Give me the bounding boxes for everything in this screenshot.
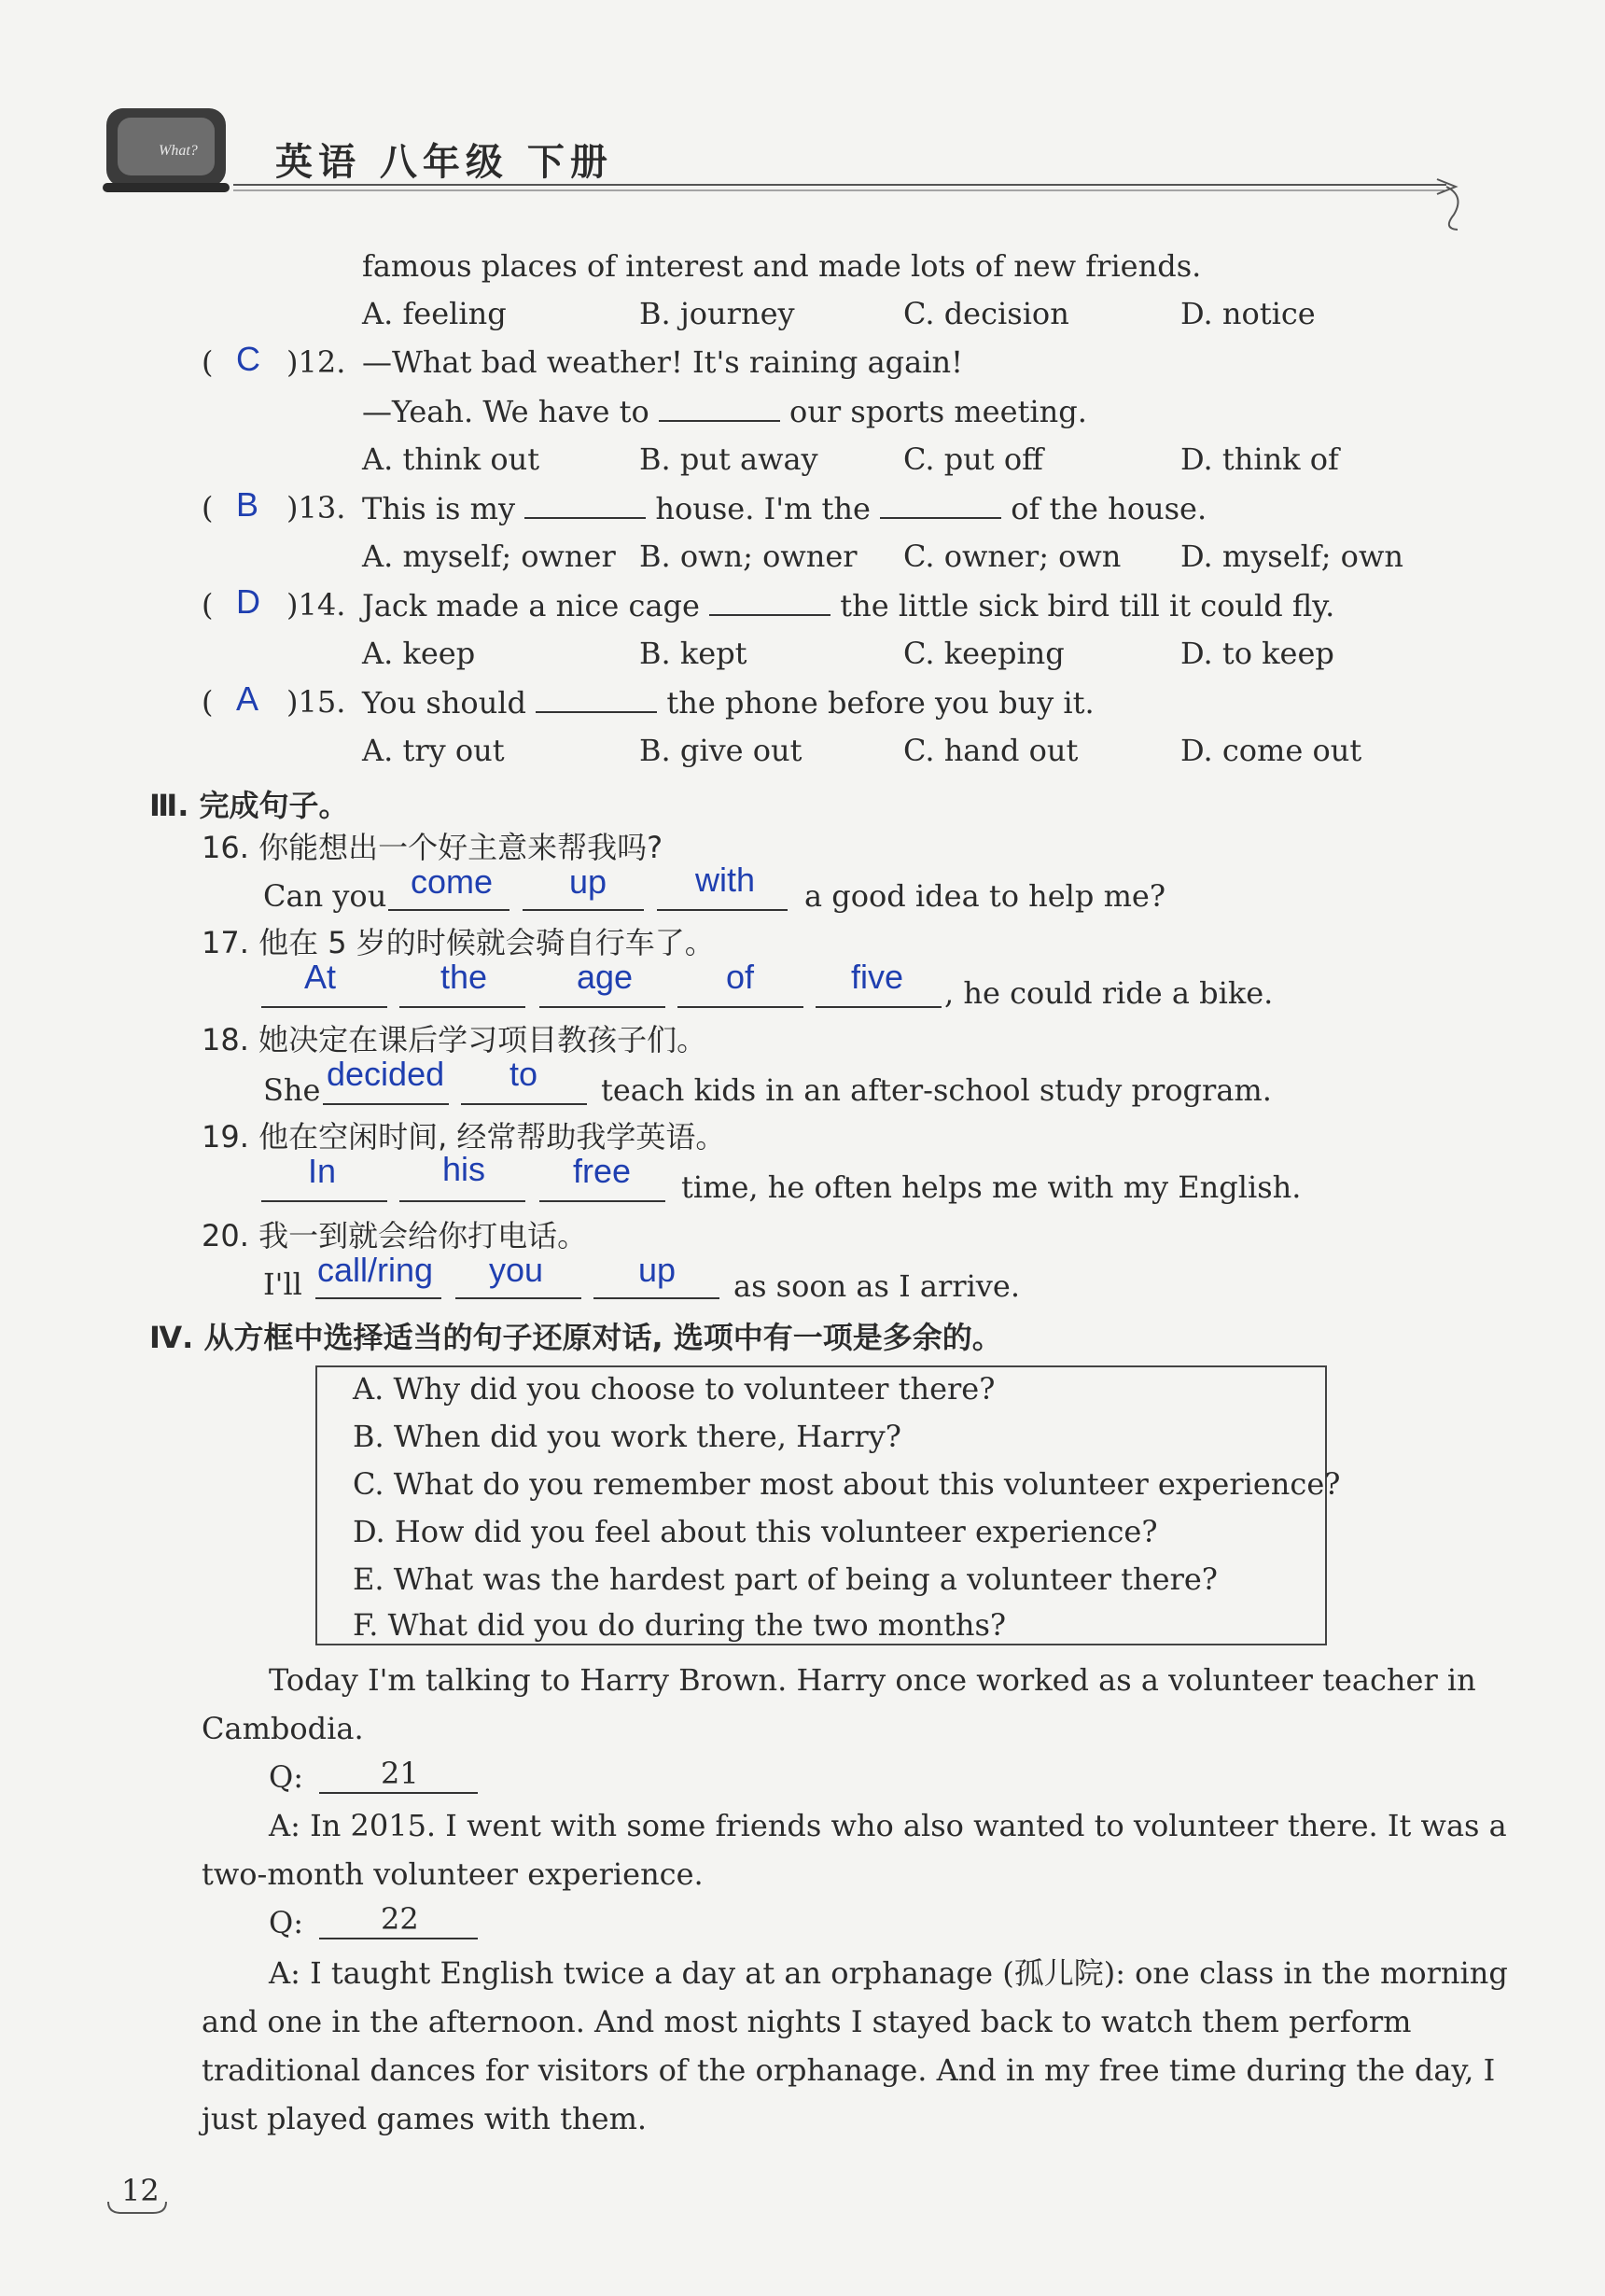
a21-line-2: two-month volunteer experience. bbox=[202, 1856, 704, 1892]
q13-paren-open: ( bbox=[202, 490, 214, 525]
q15-option-c: C. hand out bbox=[903, 733, 1079, 768]
q15-blank bbox=[536, 683, 657, 713]
q15-part1: You should bbox=[362, 685, 527, 721]
section4-title: Ⅳ. 从方框中选择适当的句子还原对话, 选项中有一项是多余的。 bbox=[149, 1320, 1002, 1355]
q13-part1: This is my bbox=[362, 491, 516, 526]
q18-answer-1: decided bbox=[327, 1055, 445, 1093]
q16-blank-2 bbox=[523, 909, 644, 911]
q13-part2: house. I'm the bbox=[655, 491, 871, 526]
q11-option-a: A. feeling bbox=[362, 296, 507, 331]
q18-answer-2: to bbox=[509, 1055, 538, 1093]
box-option-c: C. What do you remember most about this volunteer experience? bbox=[353, 1466, 1341, 1502]
q18-chinese: 18. 她决定在课后学习项目教孩子们。 bbox=[202, 1022, 707, 1057]
q20-blank-3 bbox=[593, 1297, 719, 1299]
q19-answer-2: his bbox=[442, 1150, 486, 1188]
q14-paren-open: ( bbox=[202, 587, 214, 623]
tv-logo-icon bbox=[103, 101, 233, 194]
q19-blank-2 bbox=[399, 1200, 525, 1202]
a22-line-4: just played games with them. bbox=[202, 2101, 648, 2136]
q17-blank-2 bbox=[399, 1006, 525, 1008]
q14-option-b: B. kept bbox=[639, 636, 747, 671]
q17-chinese: 17. 他在 5 岁的时候就会骑自行车了。 bbox=[202, 925, 715, 960]
logo-text: What? bbox=[159, 143, 198, 159]
q12-blank bbox=[659, 392, 780, 422]
q19-blank-3 bbox=[539, 1200, 665, 1202]
q15-option-d: D. come out bbox=[1180, 733, 1362, 768]
q12-line2-b: our sports meeting. bbox=[789, 394, 1087, 429]
q22-label: Q: bbox=[269, 1905, 304, 1940]
q20-blank-1 bbox=[315, 1297, 441, 1299]
box-option-a: A. Why did you choose to volunteer there? bbox=[353, 1371, 996, 1407]
q14-answer: D bbox=[236, 582, 260, 621]
q13-stem bbox=[362, 489, 1207, 527]
q12-paren-open: ( bbox=[202, 344, 214, 380]
q13-option-d: D. myself; own bbox=[1180, 539, 1403, 574]
q11-option-c: C. decision bbox=[903, 296, 1069, 331]
q18-blank-1 bbox=[323, 1103, 449, 1105]
q17-answer-5: five bbox=[851, 958, 904, 996]
q17-blank-5 bbox=[816, 1006, 942, 1008]
q17-answer-2: the bbox=[440, 958, 488, 996]
q12-option-a: A. think out bbox=[362, 441, 540, 477]
q17-answer-3: age bbox=[577, 958, 634, 996]
q15-answer: A bbox=[236, 679, 259, 718]
q18-prefix: She bbox=[263, 1072, 321, 1108]
header-rule bbox=[233, 177, 1493, 233]
q16-answer-3: with bbox=[695, 861, 756, 899]
q13-answer: B bbox=[236, 485, 259, 524]
box-option-e: E. What was the hardest part of being a volunteer there? bbox=[353, 1561, 1218, 1597]
q20-answer-2: you bbox=[489, 1251, 544, 1289]
q13-number: )13. bbox=[286, 490, 346, 525]
q12-line1: —What bad weather! It's raining again! bbox=[362, 344, 963, 380]
q13-part3: of the house. bbox=[1011, 491, 1207, 526]
q20-blank-2 bbox=[455, 1297, 581, 1299]
intro-line-2: Cambodia. bbox=[202, 1711, 364, 1746]
q17-blank-1 bbox=[261, 1006, 387, 1008]
q13-blank-2 bbox=[880, 489, 1001, 519]
q12-number: )12. bbox=[286, 344, 346, 380]
q21-blank bbox=[319, 1792, 478, 1794]
q14-blank bbox=[709, 586, 830, 616]
q16-answer-1: come bbox=[411, 862, 494, 901]
q19-blank-1 bbox=[261, 1200, 387, 1202]
q15-option-b: B. give out bbox=[639, 733, 802, 768]
q21-label: Q: bbox=[269, 1759, 304, 1795]
q11-option-b: B. journey bbox=[639, 296, 795, 331]
q11-stem-continued: famous places of interest and made lots of new friends. bbox=[362, 248, 1202, 284]
q20-prefix: I'll bbox=[263, 1267, 302, 1302]
q14-option-d: D. to keep bbox=[1180, 636, 1334, 671]
q13-option-b: B. own; owner bbox=[639, 539, 858, 574]
q12-option-b: B. put away bbox=[639, 441, 818, 477]
section3-title: Ⅲ. 完成句子。 bbox=[149, 788, 349, 823]
swirl-ornament-icon bbox=[1446, 187, 1458, 230]
q17-suffix: , he could ride a bike. bbox=[944, 975, 1274, 1011]
q18-suffix: teach kids in an after-school study program. bbox=[601, 1072, 1272, 1108]
q14-number: )14. bbox=[286, 587, 346, 623]
a22-line-3: traditional dances for visitors of the orphanage. And in my free time during the day, I bbox=[202, 2052, 1496, 2088]
q17-blank-3 bbox=[539, 1006, 665, 1008]
page-header-title: 英语 八年级 下册 bbox=[275, 141, 613, 184]
box-option-b: B. When did you work there, Harry? bbox=[353, 1419, 901, 1454]
a22-line-2: and one in the afternoon. And most nights I stayed back to watch them perform bbox=[202, 2004, 1412, 2039]
q12-option-c: C. put off bbox=[903, 441, 1043, 477]
q16-blank-1 bbox=[388, 909, 509, 911]
q13-option-c: C. owner; own bbox=[903, 539, 1122, 574]
q19-chinese: 19. 他在空闲时间, 经常帮助我学英语。 bbox=[202, 1119, 726, 1155]
q19-answer-3: free bbox=[573, 1152, 632, 1190]
a22-line-1: A: I taught English twice a day at an orphanage (孤儿院): one class in the morning bbox=[269, 1955, 1508, 1991]
box-option-d: D. How did you feel about this volunteer experience? bbox=[353, 1514, 1158, 1549]
q12-option-d: D. think of bbox=[1180, 441, 1339, 477]
q22-number: 22 bbox=[381, 1901, 419, 1937]
q14-stem bbox=[362, 586, 1334, 624]
q22-blank bbox=[319, 1938, 478, 1939]
q15-number: )15. bbox=[286, 684, 346, 720]
q20-suffix: as soon as I arrive. bbox=[733, 1268, 1020, 1304]
q19-answer-1: In bbox=[308, 1152, 337, 1190]
q17-blank-4 bbox=[677, 1006, 803, 1008]
q16-blank-3 bbox=[657, 909, 788, 911]
q12-line2 bbox=[362, 392, 1087, 430]
box-option-f: F. What did you do during the two months? bbox=[353, 1607, 1007, 1643]
q19-suffix: time, he often helps me with my English. bbox=[681, 1169, 1302, 1205]
a21-line-1: A: In 2015. I went with some friends who also wanted to volunteer there. It was a bbox=[269, 1808, 1507, 1843]
q18-blank-2 bbox=[461, 1103, 587, 1105]
page-number: 12 bbox=[121, 2173, 160, 2208]
q17-answer-4: of bbox=[726, 958, 755, 996]
q15-paren-open: ( bbox=[202, 684, 214, 720]
q16-chinese: 16. 你能想出一个好主意来帮我吗? bbox=[202, 830, 663, 865]
q20-chinese: 20. 我一到就会给你打电话。 bbox=[202, 1218, 588, 1253]
q15-part2: the phone before you buy it. bbox=[666, 685, 1095, 721]
q14-option-c: C. keeping bbox=[903, 636, 1065, 671]
options-box bbox=[315, 1365, 1327, 1645]
q21-number: 21 bbox=[381, 1756, 419, 1791]
q12-line2-a: —Yeah. We have to bbox=[362, 394, 649, 429]
q20-answer-1: call/ring bbox=[317, 1251, 434, 1289]
q15-option-a: A. try out bbox=[362, 733, 505, 768]
q16-suffix: a good idea to help me? bbox=[804, 878, 1165, 914]
q13-option-a: A. myself; owner bbox=[362, 539, 616, 574]
q15-stem bbox=[362, 683, 1095, 721]
q13-blank-1 bbox=[524, 489, 646, 519]
header-logo bbox=[103, 101, 233, 194]
q20-answer-3: up bbox=[638, 1251, 677, 1289]
q11-option-d: D. notice bbox=[1180, 296, 1316, 331]
q14-part2: the little sick bird till it could fly. bbox=[840, 588, 1335, 623]
q14-part1: Jack made a nice cage bbox=[362, 588, 700, 623]
q17-answer-1: At bbox=[304, 958, 337, 996]
q14-option-a: A. keep bbox=[362, 636, 476, 671]
q16-answer-2: up bbox=[569, 862, 607, 901]
q16-prefix: Can you bbox=[263, 878, 387, 914]
q12-answer: C bbox=[236, 340, 260, 378]
intro-line-1: Today I'm talking to Harry Brown. Harry once worked as a volunteer teacher in bbox=[269, 1662, 1476, 1698]
